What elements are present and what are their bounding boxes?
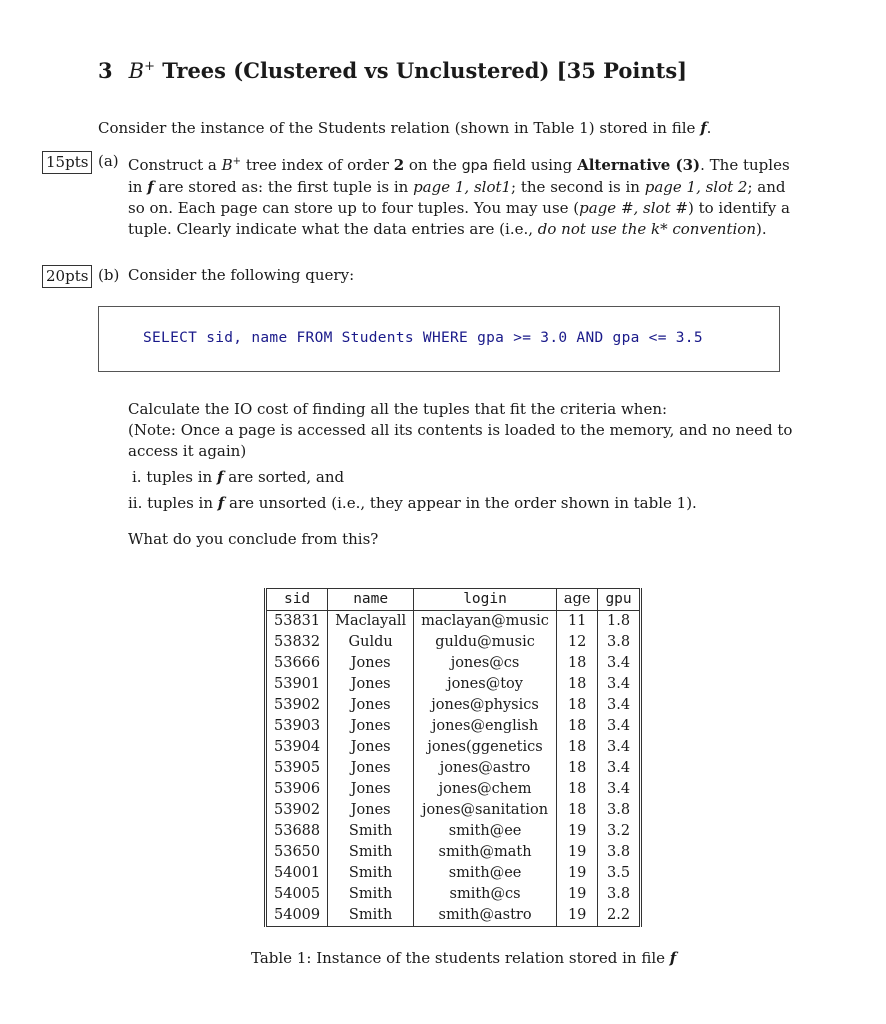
table-cell: 1.8 bbox=[598, 611, 640, 633]
table-cell: jones@astro bbox=[414, 758, 557, 779]
section-title-b: B bbox=[128, 59, 145, 83]
table-cell: 53902 bbox=[274, 697, 321, 713]
table-header-row bbox=[266, 589, 641, 611]
part-a-text bbox=[128, 151, 790, 240]
table-cell: Jones bbox=[328, 716, 414, 737]
table-cell: 3.4 bbox=[598, 758, 640, 779]
table-cell: smith@math bbox=[414, 842, 557, 863]
table-cell: 3.4 bbox=[598, 674, 640, 695]
part-b-text: Consider the following query: bbox=[128, 266, 355, 284]
table-cell: 53904 bbox=[274, 739, 321, 755]
table-cell: Guldu bbox=[328, 632, 414, 653]
intro-text: Consider the instance of the Students relation (shown in Table 1) stored in file bbox=[98, 119, 701, 137]
table-cell: 19 bbox=[556, 863, 598, 884]
sql-query: SELECT sid, name FROM Students WHERE gpa >= 3.0 AND gpa <= 3.5 bbox=[143, 330, 703, 346]
query-box bbox=[98, 306, 780, 372]
part-b-points-box: 20pts bbox=[42, 265, 92, 288]
table-cell: 19 bbox=[556, 884, 598, 905]
table-cell: Smith bbox=[328, 905, 414, 927]
calc-line-1: Calculate the IO cost of finding all the tuples that fit the criteria when: bbox=[128, 400, 668, 418]
table-row bbox=[266, 737, 641, 758]
list-item-sorted: i. tuples in f are sorted, and bbox=[132, 468, 345, 486]
table-cell: 53666 bbox=[274, 655, 321, 671]
part-a-line-1: Construct a B+ tree index of order 2 on the gpa field using Alternative (3). The tuples bbox=[128, 156, 790, 174]
table-cell: jones@english bbox=[414, 716, 557, 737]
table-cell: 53832 bbox=[274, 634, 321, 650]
table-cell: Smith bbox=[328, 842, 414, 863]
table-cell: smith@cs bbox=[414, 884, 557, 905]
table-cell: 53905 bbox=[274, 760, 321, 776]
table-cell: smith@ee bbox=[414, 821, 557, 842]
section-title: Trees (Clustered vs Unclustered) [35 Points] bbox=[154, 58, 688, 83]
table-cell: 18 bbox=[556, 800, 598, 821]
table-cell: 3.4 bbox=[598, 695, 640, 716]
table-cell: Jones bbox=[328, 653, 414, 674]
conclusion-question: What do you conclude from this? bbox=[128, 530, 379, 548]
table-cell: 53831 bbox=[274, 613, 321, 629]
table-cell: smith@ee bbox=[414, 863, 557, 884]
table-row bbox=[266, 821, 641, 842]
table-cell: 53650 bbox=[274, 844, 321, 860]
table-cell: Jones bbox=[328, 674, 414, 695]
section-number: 3 bbox=[98, 58, 113, 83]
calc-paragraph bbox=[128, 399, 792, 462]
section-heading bbox=[98, 58, 687, 83]
table-cell: maclayan@music bbox=[414, 611, 557, 633]
table-cell: 18 bbox=[556, 779, 598, 800]
table-cell: Smith bbox=[328, 863, 414, 884]
part-a-line-2: in f are stored as: the first tuple is in page 1, slot1; the second is in page 1, slot 2; and bbox=[128, 178, 786, 196]
table-row bbox=[266, 716, 641, 737]
table-cell: Jones bbox=[328, 800, 414, 821]
table-row bbox=[266, 779, 641, 800]
table-cell: 54005 bbox=[274, 886, 321, 902]
table-cell: 18 bbox=[556, 737, 598, 758]
part-a-line-3: so on. Each page can store up to four tuples. You may use (page #, slot #) to identify a bbox=[128, 199, 790, 217]
table-cell: 3.8 bbox=[598, 842, 640, 863]
table-caption: Table 1: Instance of the students relation stored in file f bbox=[251, 949, 677, 967]
table-cell: 54001 bbox=[274, 865, 321, 881]
list-item-unsorted: ii. tuples in f are unsorted (i.e., they appear in the order shown in table 1). bbox=[128, 494, 697, 512]
table-cell: 18 bbox=[556, 695, 598, 716]
table-cell: 54009 bbox=[274, 907, 321, 923]
table-cell: 3.8 bbox=[598, 632, 640, 653]
table-cell: Jones bbox=[328, 737, 414, 758]
calc-line-3: access it again) bbox=[128, 442, 247, 460]
table-cell: 53903 bbox=[274, 718, 321, 734]
table-cell: 53901 bbox=[274, 676, 321, 692]
table-cell: 53902 bbox=[274, 802, 321, 818]
calc-line-2: (Note: Once a page is accessed all its contents is loaded to the memory, and no need to bbox=[128, 421, 793, 439]
column-header-sid: sid bbox=[266, 589, 328, 611]
table-cell: 12 bbox=[556, 632, 598, 653]
table-cell: 3.5 bbox=[598, 863, 640, 884]
table-cell: jones@chem bbox=[414, 779, 557, 800]
table-row bbox=[266, 632, 641, 653]
table-cell: jones@cs bbox=[414, 653, 557, 674]
column-header-login: login bbox=[414, 589, 557, 611]
table-row bbox=[266, 905, 641, 927]
table-row bbox=[266, 884, 641, 905]
column-header-gpu: gpu bbox=[598, 589, 640, 611]
table-row bbox=[266, 842, 641, 863]
table-cell: 18 bbox=[556, 716, 598, 737]
column-header-age: age bbox=[556, 589, 598, 611]
table-cell: 3.8 bbox=[598, 800, 640, 821]
table-cell: guldu@music bbox=[414, 632, 557, 653]
table-cell: 11 bbox=[556, 611, 598, 633]
table-cell: 3.2 bbox=[598, 821, 640, 842]
table-cell: 18 bbox=[556, 674, 598, 695]
students-table bbox=[264, 588, 642, 927]
table-cell: jones@physics bbox=[414, 695, 557, 716]
table-cell: 19 bbox=[556, 821, 598, 842]
table-row bbox=[266, 863, 641, 884]
column-header-name: name bbox=[328, 589, 414, 611]
table-cell: Smith bbox=[328, 821, 414, 842]
table-row bbox=[266, 758, 641, 779]
table-cell: 3.4 bbox=[598, 737, 640, 758]
section-title-sup: + bbox=[144, 59, 155, 74]
table-cell: 19 bbox=[556, 905, 598, 927]
intro-file: f bbox=[700, 119, 707, 137]
table-row bbox=[266, 695, 641, 716]
table-cell: 18 bbox=[556, 758, 598, 779]
table-cell: Maclayall bbox=[328, 611, 414, 633]
table-cell: 3.4 bbox=[598, 716, 640, 737]
table-row bbox=[266, 800, 641, 821]
table-cell: Jones bbox=[328, 695, 414, 716]
table-cell: Jones bbox=[328, 758, 414, 779]
table-cell: 53906 bbox=[274, 781, 321, 797]
table-cell: 3.4 bbox=[598, 779, 640, 800]
table-cell: smith@astro bbox=[414, 905, 557, 927]
table-row bbox=[266, 674, 641, 695]
table-cell: 3.8 bbox=[598, 884, 640, 905]
table-cell: Smith bbox=[328, 884, 414, 905]
table-cell: jones@toy bbox=[414, 674, 557, 695]
intro-end: . bbox=[706, 119, 712, 137]
table-cell: 3.4 bbox=[598, 653, 640, 674]
table-cell: Jones bbox=[328, 779, 414, 800]
table-cell: 18 bbox=[556, 653, 598, 674]
table-cell: 53688 bbox=[274, 823, 321, 839]
table-row bbox=[266, 611, 641, 633]
table-row bbox=[266, 653, 641, 674]
part-a-line-4: tuple. Clearly indicate what the data entries are (i.e., do not use the k* convention). bbox=[128, 220, 767, 238]
intro-paragraph bbox=[98, 119, 711, 137]
part-a-points-box: 15pts bbox=[42, 151, 92, 174]
part-b-label: (b) bbox=[98, 266, 120, 284]
part-a-label: (a) bbox=[98, 152, 119, 170]
table-cell: jones(ggenetics bbox=[414, 737, 557, 758]
table-cell: jones@sanitation bbox=[414, 800, 557, 821]
table-cell: 2.2 bbox=[598, 905, 640, 927]
table-cell: 19 bbox=[556, 842, 598, 863]
